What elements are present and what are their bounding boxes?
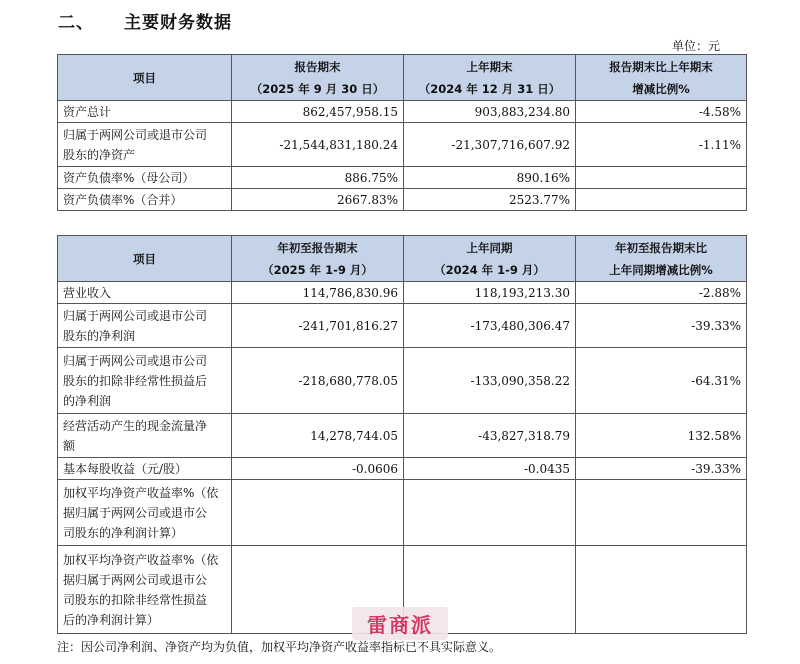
item-line: 资产负债率%（合并） bbox=[63, 192, 183, 207]
header-line: 上年同期增减比例% bbox=[609, 262, 713, 277]
header-cell bbox=[404, 55, 576, 101]
section-number: 二、 bbox=[58, 13, 94, 33]
header-cell bbox=[58, 55, 232, 101]
item-line: 归属于两网公司或退市公司 bbox=[63, 127, 208, 142]
header-line: （2025 年 1-9 月） bbox=[262, 262, 373, 277]
current-value: -0.0606 bbox=[232, 458, 404, 480]
item-line: 股东的净利润 bbox=[63, 328, 136, 343]
change-value: -4.58% bbox=[576, 101, 747, 123]
income-statement-table bbox=[57, 235, 747, 634]
current-value: 2667.83% bbox=[232, 189, 404, 211]
header-line: 项目 bbox=[133, 70, 156, 85]
change-value: -39.33% bbox=[576, 304, 747, 348]
table-row bbox=[58, 480, 747, 546]
table-row bbox=[58, 101, 747, 123]
prior-value: -43,827,318.79 bbox=[404, 414, 576, 458]
header-line: 报告期末 bbox=[294, 59, 341, 74]
item-line: 额 bbox=[63, 438, 76, 453]
item-line: 基本每股收益（元/股） bbox=[63, 461, 188, 476]
table-header-row bbox=[58, 55, 747, 101]
header-cell bbox=[58, 236, 232, 282]
prior-value: 890.16% bbox=[404, 167, 576, 189]
current-value bbox=[232, 480, 404, 546]
item-cell bbox=[58, 167, 232, 189]
item-cell bbox=[58, 101, 232, 123]
table-row bbox=[58, 282, 747, 304]
current-value: -218,680,778.05 bbox=[232, 348, 404, 414]
item-line: 营业收入 bbox=[63, 285, 112, 300]
header-cell bbox=[576, 236, 747, 282]
current-value: 114,786,830.96 bbox=[232, 282, 404, 304]
header-cell bbox=[232, 55, 404, 101]
prior-value: -21,307,716,607.92 bbox=[404, 123, 576, 167]
item-line: 的净利润 bbox=[63, 393, 112, 408]
header-line: 项目 bbox=[133, 251, 156, 266]
change-value: -64.31% bbox=[576, 348, 747, 414]
unit-label: 单位：元 bbox=[671, 39, 720, 53]
prior-value: -133,090,358.22 bbox=[404, 348, 576, 414]
item-line: 司股东的净利润计算） bbox=[63, 525, 184, 540]
item-line: 据归属于两网公司或退市公 bbox=[63, 572, 208, 587]
item-cell bbox=[58, 123, 232, 167]
current-value: -241,701,816.27 bbox=[232, 304, 404, 348]
header-line: 上年同期 bbox=[466, 240, 513, 255]
header-line: 上年期末 bbox=[466, 59, 513, 74]
item-line: 资产总计 bbox=[63, 104, 112, 119]
table-row bbox=[58, 414, 747, 458]
item-cell bbox=[58, 304, 232, 348]
item-cell bbox=[58, 414, 232, 458]
item-line: 后的净利润计算） bbox=[63, 612, 160, 627]
item-line: 归属于两网公司或退市公司 bbox=[63, 353, 208, 368]
header-line: （2024 年 12 月 31 日） bbox=[418, 81, 561, 96]
change-value bbox=[576, 167, 747, 189]
table-row bbox=[58, 458, 747, 480]
header-line: 报告期末比上年期末 bbox=[609, 59, 713, 74]
item-line: 司股东的扣除非经常性损益 bbox=[63, 592, 208, 607]
change-value bbox=[576, 546, 747, 634]
header-line: 增减比例% bbox=[632, 81, 690, 96]
prior-value: -173,480,306.47 bbox=[404, 304, 576, 348]
current-value: 14,278,744.05 bbox=[232, 414, 404, 458]
table-row bbox=[58, 189, 747, 211]
prior-value: 2523.77% bbox=[404, 189, 576, 211]
prior-value: -0.0435 bbox=[404, 458, 576, 480]
item-cell bbox=[58, 282, 232, 304]
item-line: 资产负债率%（母公司） bbox=[63, 170, 195, 185]
item-line: 加权平均净资产收益率%（依 bbox=[63, 485, 219, 500]
header-line: 年初至报告期末 bbox=[277, 240, 358, 255]
item-line: 归属于两网公司或退市公司 bbox=[63, 308, 208, 323]
watermark-logo: 雷商派 bbox=[352, 607, 448, 640]
change-value: 132.58% bbox=[576, 414, 747, 458]
change-value: -39.33% bbox=[576, 458, 747, 480]
item-cell bbox=[58, 458, 232, 480]
header-cell bbox=[576, 55, 747, 101]
current-value: 886.75% bbox=[232, 167, 404, 189]
item-cell bbox=[58, 348, 232, 414]
item-cell bbox=[58, 189, 232, 211]
table-row bbox=[58, 167, 747, 189]
item-cell bbox=[58, 480, 232, 546]
item-line: 加权平均净资产收益率%（依 bbox=[63, 552, 219, 567]
header-line: （2024 年 1-9 月） bbox=[434, 262, 545, 277]
prior-value: 903,883,234.80 bbox=[404, 101, 576, 123]
table-row bbox=[58, 348, 747, 414]
section-heading bbox=[58, 8, 232, 33]
item-line: 股东的扣除非经常性损益后 bbox=[63, 373, 208, 388]
header-cell bbox=[232, 236, 404, 282]
prior-value: 118,193,213.30 bbox=[404, 282, 576, 304]
footnote: 注：因公司净利润、净资产均为负值，加权平均净资产收益率指标已不具实际意义。 bbox=[57, 640, 502, 654]
item-line: 经营活动产生的现金流量净 bbox=[63, 418, 208, 433]
table-row bbox=[58, 304, 747, 348]
table-row bbox=[58, 123, 747, 167]
item-cell bbox=[58, 546, 232, 634]
item-line: 据归属于两网公司或退市公 bbox=[63, 505, 208, 520]
change-value bbox=[576, 189, 747, 211]
balance-sheet-table bbox=[57, 54, 747, 211]
current-value: 862,457,958.15 bbox=[232, 101, 404, 123]
header-line: 年初至报告期末比 bbox=[615, 240, 707, 255]
section-title: 主要财务数据 bbox=[124, 13, 232, 33]
table-header-row bbox=[58, 236, 747, 282]
change-value: -2.88% bbox=[576, 282, 747, 304]
change-value: -1.11% bbox=[576, 123, 747, 167]
header-cell bbox=[404, 236, 576, 282]
current-value: -21,544,831,180.24 bbox=[232, 123, 404, 167]
item-line: 股东的净资产 bbox=[63, 147, 136, 162]
change-value bbox=[576, 480, 747, 546]
header-line: （2025 年 9 月 30 日） bbox=[250, 81, 385, 96]
prior-value bbox=[404, 480, 576, 546]
